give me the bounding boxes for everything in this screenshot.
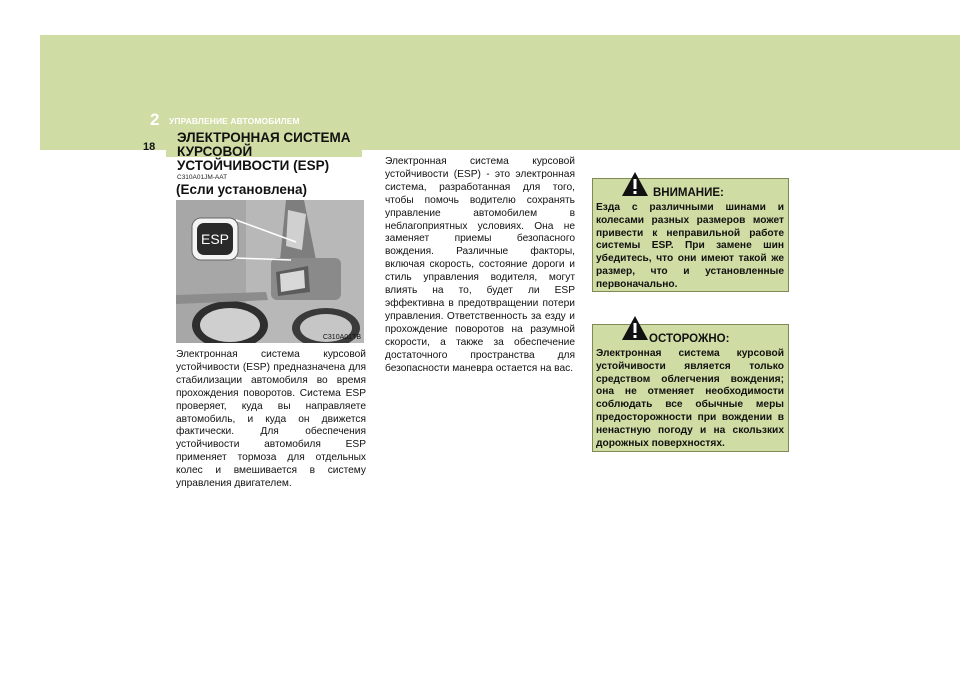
warning-title: ОСТОРОЖНО:	[649, 333, 730, 345]
left-paragraph: Электронная система курсовой устойчивости (ESP) предназначена для стабилизации автомобиля во время прохождения поворотов. Система ESP проверяет, куда вы направляете автомобиль, и куда он движется фактически. Для обеспечения устойчивости автомобиля ESP применяет тормоза для отдельных колес и вмешивается в систему управления двигателем.	[176, 349, 366, 490]
console-illustration	[176, 200, 364, 343]
esp-figure	[176, 200, 364, 343]
figure-caption: C310A01TB	[322, 334, 361, 341]
section-title	[177, 131, 367, 173]
warning-triangle-icon	[621, 315, 649, 341]
section-code: C310A01JM-AAT	[177, 174, 228, 181]
section-subheading: (Если установлена)	[176, 182, 308, 197]
section-title-line: УСТОЙЧИВОСТИ (ESP)	[177, 158, 330, 173]
page-number: 18	[143, 141, 156, 153]
caution-box	[592, 178, 789, 292]
section-title-line: КУРСОВОЙ	[177, 144, 253, 159]
caution-text: Езда с различными шинами и колесами разных размеров может привести к неправильной работе системы ESP. При замене шин убедитесь, что они имеют такой же размер, что и установленные первоначально.	[596, 202, 784, 290]
chapter-number: 2	[150, 110, 160, 129]
middle-paragraph: Электронная система курсовой устойчивости (ESP) - это электронная система, разработанная для того, чтобы помочь водителю сохранять управление автомобилем в неблагоприятных условиях. Она не заменяет приемы безопасного вождения. Различные факторы, включая скорость, состояние дороги и стиль управления водителя, могут влиять на то, будет ли ESP эффективна в предотвращении потери управления. Ответственность за езду и прохождение поворотов на разумной скорости, а также за обеспечение достаточного пространства для безопасности маневра остается на вас.	[385, 156, 575, 374]
chapter-title: УПРАВЛЕНИЕ АВТОМОБИЛЕМ	[169, 116, 300, 126]
warning-triangle-icon	[621, 171, 649, 197]
esp-button-label: ESP	[200, 231, 230, 247]
section-title-line: ЭЛЕКТРОННАЯ СИСТЕМА	[177, 130, 351, 145]
warning-text: Электронная система курсовой устойчивости является только средством облегчения вождения; она не отменяет необходимости соблюдать все обычные меры предосторожности при вождении в ненастную погоду и на скользких дорожных поверхностях.	[596, 348, 784, 449]
warning-box	[592, 324, 789, 452]
caution-title: ВНИМАНИЕ:	[653, 187, 724, 199]
